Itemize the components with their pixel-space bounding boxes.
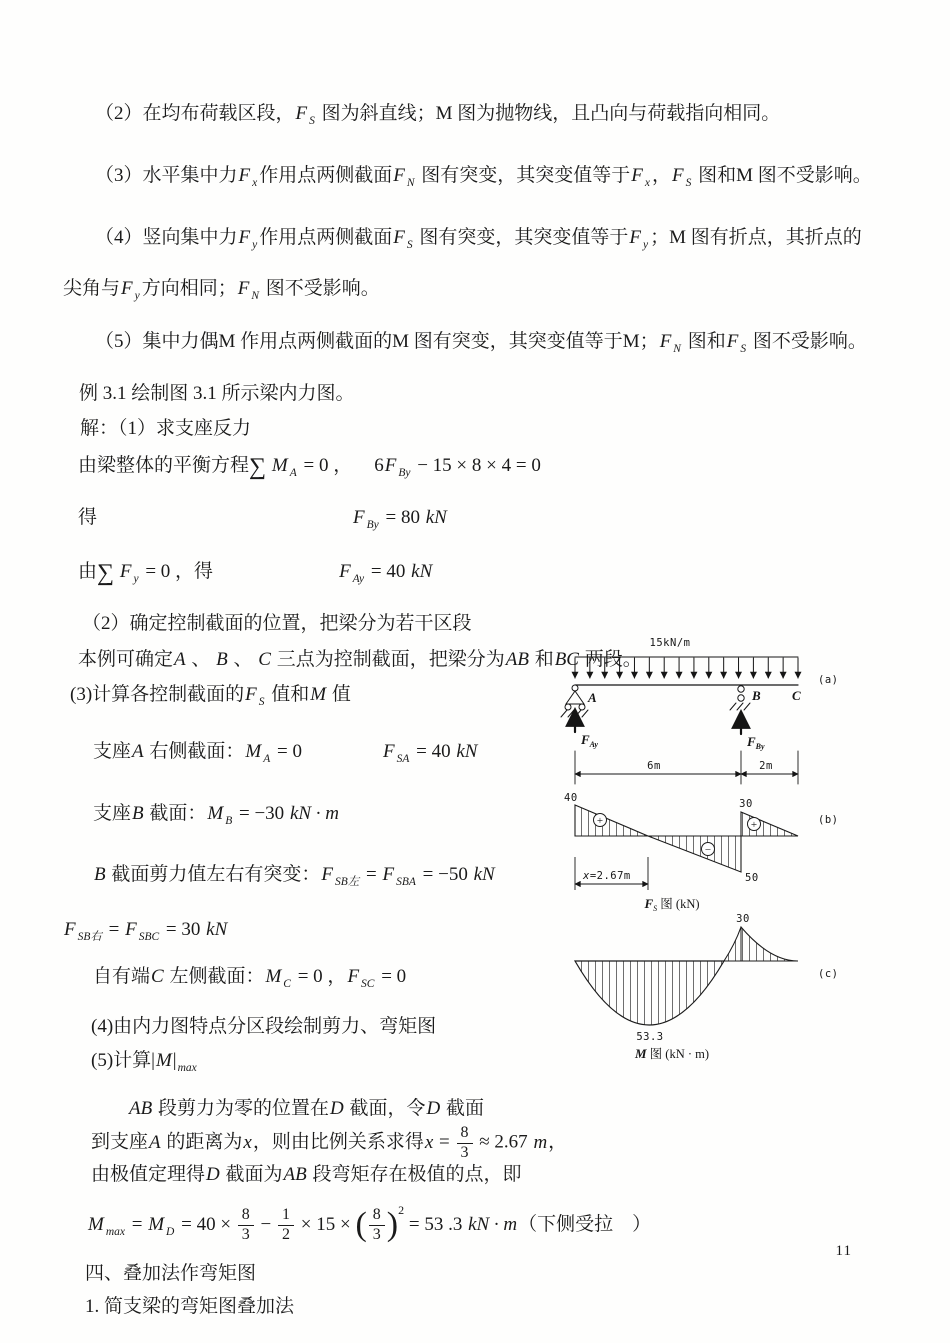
text-segment: 作用点两侧截面 <box>259 227 393 248</box>
para-d-section-1 <box>128 1096 920 1122</box>
text-segment: 值和 <box>266 684 310 705</box>
text-segment: （3）水平集中力 <box>95 165 238 186</box>
text-segment: 例 3.1 绘制图 3.1 所示梁内力图。 <box>79 383 355 404</box>
math-symbol: kN <box>425 507 447 528</box>
text-segment: = −30 <box>234 803 289 824</box>
math-symbol: AB <box>283 1163 307 1185</box>
para-solution-step1 <box>80 416 920 442</box>
text-segment: 值 <box>327 684 351 705</box>
text-segment: 四、叠加法作弯矩图 <box>85 1262 257 1284</box>
math-symbol: x <box>644 177 651 189</box>
para-result-fay <box>78 559 920 592</box>
math-symbol: F <box>631 165 643 186</box>
load-value-label: 15kN/m <box>649 637 691 649</box>
text-segment: ) <box>386 1205 399 1243</box>
beam-diagram <box>561 637 838 784</box>
node-a-label: A <box>588 690 597 705</box>
math-symbol: F <box>295 103 308 124</box>
distributed-load-arrows <box>575 658 798 678</box>
text-segment: = 80 <box>380 507 425 528</box>
math-symbol: F <box>245 684 257 705</box>
math-symbol: F <box>339 561 351 582</box>
text-segment: = <box>103 919 125 940</box>
dim-ab-label: 6m <box>647 760 661 772</box>
text-segment: 图不受影响。 <box>748 331 867 352</box>
math-symbol: S <box>740 343 747 355</box>
text-segment: 由梁整体的平衡方程 <box>78 455 250 476</box>
math-symbol: kN · m <box>468 1213 518 1235</box>
text-segment: 作用点两侧截面 <box>259 165 393 186</box>
panel-c-label: (c) <box>818 968 839 980</box>
text-segment: ；M 图有折点，其折点的 <box>650 227 862 248</box>
fraction: $\frac{8}{3}$ <box>236 1207 256 1244</box>
roller-support-b <box>730 686 750 710</box>
text-segment: = 30 <box>161 919 206 940</box>
math-symbol: y <box>252 239 258 251</box>
math-symbol: F <box>237 278 250 299</box>
text-segment: （2）在均布荷载区段， <box>95 103 295 124</box>
math-symbol: y <box>133 573 139 585</box>
math-symbol: N <box>251 290 260 302</box>
para-example-title <box>79 381 920 407</box>
math-symbol: N <box>673 343 681 355</box>
math-symbol: F <box>125 919 137 940</box>
text-segment: 右侧截面： <box>144 741 245 762</box>
math-symbol: kN · m <box>289 803 340 824</box>
math-symbol: M <box>148 1213 165 1235</box>
math-symbol: F <box>726 331 739 352</box>
text-segment: 由极值定理得 <box>91 1163 206 1185</box>
shear-negative <box>648 836 741 872</box>
text-segment: = 0 ， <box>292 966 347 987</box>
text-segment: 图有突变，其突变值等于 <box>416 165 631 186</box>
text-segment: − <box>255 1213 277 1235</box>
math-symbol: SB右 <box>77 931 102 943</box>
math-symbol: A <box>149 1131 161 1153</box>
math-symbol: F <box>121 278 133 299</box>
moment-hogging-region <box>724 927 798 961</box>
text-segment: 图为斜直线；M 图为抛物线，且凸向与荷载指向相同。 <box>316 103 781 124</box>
math-symbol: A <box>263 753 271 765</box>
math-symbol: F <box>393 227 405 248</box>
math-symbol: F <box>659 331 672 352</box>
math-symbol: AB <box>129 1098 153 1119</box>
math-symbol: F <box>393 165 405 186</box>
text-segment: ， <box>548 1131 568 1153</box>
math-symbol: ∑ <box>97 560 115 586</box>
text-segment: 截面： <box>144 803 207 824</box>
math-symbol: ∑ <box>249 454 267 480</box>
fraction: $\frac{8}{3}$ <box>455 1125 475 1162</box>
math-symbol: max <box>105 1225 125 1238</box>
sign-plus-right <box>748 818 761 832</box>
math-symbol: max <box>177 1062 197 1074</box>
text-segment: 方向相同； <box>141 278 237 299</box>
panel-a-label: (a) <box>818 674 839 686</box>
text-segment: ， <box>652 165 672 186</box>
math-symbol: A <box>174 649 186 670</box>
math-symbol: F <box>238 227 251 248</box>
para-d-section-2 <box>91 1125 920 1162</box>
text-segment: 和 <box>529 649 554 670</box>
para-heading-4 <box>85 1261 920 1287</box>
math-symbol: F <box>119 561 132 582</box>
math-symbol: kN <box>473 864 495 885</box>
math-symbol: M <box>155 1050 172 1071</box>
text-segment: = 0 <box>272 741 302 762</box>
reaction-b-label: $F_{By}$ <box>747 734 765 751</box>
math-symbol: B <box>216 649 228 670</box>
moment-caption: M 图 (kN · m) <box>634 1046 710 1061</box>
text-segment: 解：（1）求支座反力 <box>80 418 252 439</box>
math-symbol: M <box>88 1213 104 1235</box>
text-segment: 的距离为 <box>161 1131 243 1153</box>
text-segment: ≈ 2.67 <box>474 1131 533 1153</box>
math-symbol: C <box>151 966 164 987</box>
fraction: $\frac{1}{2}$ <box>276 1207 296 1244</box>
text-segment: 由 <box>78 561 98 582</box>
math-symbol: AB <box>505 649 529 670</box>
math-symbol: S <box>309 115 315 127</box>
text-segment: ( <box>355 1205 367 1243</box>
math-symbol: SA <box>396 753 410 765</box>
text-segment: 、 <box>186 649 216 670</box>
text-segment: = <box>361 864 382 885</box>
para-point-2 <box>95 101 920 134</box>
svg-text:+: + <box>596 815 604 827</box>
math-symbol: m <box>533 1131 548 1153</box>
math-symbol: Ay <box>352 573 365 585</box>
fraction: $\frac{8}{3}$ <box>367 1207 387 1244</box>
text-segment: × 15 × <box>296 1213 356 1235</box>
text-segment: (4)由内力图特点分区段绘制剪力、弯矩图 <box>91 1016 437 1037</box>
math-symbol: F <box>672 165 684 186</box>
shear-positive-left <box>575 805 648 836</box>
text-segment: | <box>151 1050 155 1071</box>
math-symbol: D <box>206 1163 220 1185</box>
text-segment: 支座 <box>93 741 132 762</box>
page-number: 11 <box>835 1243 852 1259</box>
text-segment: 截面剪力值左右有突变： <box>106 864 321 885</box>
math-symbol: F <box>347 966 360 987</box>
math-symbol: M <box>265 966 282 987</box>
text-segment: − 15 × 8 × 4 = 0 <box>412 455 541 476</box>
text-segment: (5)计算 <box>91 1050 152 1071</box>
shear-value-40: 40 <box>564 792 578 804</box>
math-symbol: M <box>271 455 288 476</box>
math-symbol: C <box>258 649 271 670</box>
moment-value-30: 30 <box>736 913 750 925</box>
text-segment: 截面，令 <box>344 1098 426 1119</box>
math-symbol: M <box>310 684 327 705</box>
para-point-5 <box>95 329 920 362</box>
math-symbol: kN <box>411 561 433 582</box>
math-symbol: F <box>382 864 395 885</box>
math-symbol: By <box>398 467 411 479</box>
svg-text:+: + <box>750 819 758 831</box>
math-symbol: A <box>289 467 297 479</box>
sign-minus <box>702 843 715 857</box>
text-segment: 尖角与 <box>63 278 121 299</box>
text-segment: = 40 <box>411 741 456 762</box>
text-segment: 截面 <box>441 1098 484 1119</box>
svg-text:−: − <box>704 844 712 856</box>
text-segment: 图不受影响。 <box>261 278 380 299</box>
text-segment: 截面为 <box>220 1163 283 1185</box>
math-symbol: M <box>207 803 224 824</box>
text-segment: 1. 简支梁的弯矩图叠加法 <box>85 1295 295 1317</box>
text-segment: = <box>434 1131 455 1153</box>
text-segment: 得 <box>78 507 98 528</box>
math-symbol: D <box>426 1098 441 1119</box>
math-symbol: C <box>283 978 291 990</box>
para-d-section-3 <box>91 1162 920 1188</box>
math-symbol: BC <box>554 649 579 670</box>
text-segment: 两段。 <box>579 649 642 670</box>
dim-bc-label: 2m <box>759 760 773 772</box>
math-symbol: SB左 <box>334 876 360 888</box>
text-segment: ，则由比例关系求得 <box>252 1131 424 1153</box>
reaction-a-label: $F_{Ay}$ <box>581 732 598 749</box>
text-segment: （4）竖向集中力 <box>95 227 238 248</box>
math-symbol: S <box>685 177 692 189</box>
math-symbol: A <box>132 741 144 762</box>
math-symbol: F <box>382 741 395 762</box>
math-symbol: x <box>252 177 258 189</box>
figure-3-1 <box>550 627 860 1077</box>
text-segment: 本例可确定 <box>78 649 174 670</box>
moment-sagging-region <box>575 961 724 1025</box>
math-symbol: F <box>629 227 641 248</box>
para-point-4b <box>63 276 920 309</box>
shear-value-50: 50 <box>745 872 759 884</box>
math-symbol: S <box>258 696 265 708</box>
text-segment: 支座 <box>93 803 132 824</box>
math-symbol: By <box>366 519 379 531</box>
para-result-fby <box>78 505 920 538</box>
text-segment: 段弯矩存在极值的点，即 <box>307 1163 522 1185</box>
node-b-label: B <box>752 688 761 703</box>
text-segment: 6 <box>374 455 384 476</box>
math-symbol: B <box>94 864 106 885</box>
shear-zero-dim-label: x=2.67m <box>583 870 631 882</box>
math-symbol: F <box>321 864 333 885</box>
para-heading-4-1 <box>85 1294 920 1320</box>
text-segment: 左侧截面： <box>164 966 265 987</box>
math-symbol: B <box>225 815 233 827</box>
para-point-3 <box>95 163 920 196</box>
math-symbol: F <box>238 165 251 186</box>
math-symbol: D <box>329 1098 344 1119</box>
math-symbol: kN <box>456 741 478 762</box>
math-symbol: D <box>166 1225 175 1238</box>
text-segment: = 0 <box>376 966 407 987</box>
text-segment: 三点为控制截面，把梁分为 <box>271 649 505 670</box>
math-symbol: B <box>132 803 144 824</box>
math-symbol: F <box>64 919 76 940</box>
text-segment: 、 <box>228 649 258 670</box>
text-segment: 图和M 图不受影响。 <box>693 165 872 186</box>
math-symbol: SC <box>361 978 375 990</box>
text-segment: 图有突变，其突变值等于 <box>414 227 629 248</box>
math-symbol: x <box>243 1131 252 1153</box>
text-segment: 图和 <box>682 331 726 352</box>
text-segment: （2）确定控制截面的位置，把梁分为若干区段 <box>82 613 472 634</box>
text-segment: 段剪力为零的位置在 <box>153 1098 329 1119</box>
node-c-label: C <box>792 688 801 703</box>
text-segment: (3)计算各控制截面的 <box>70 684 245 705</box>
math-symbol: y <box>134 290 140 302</box>
text-segment: = 40 × <box>176 1213 236 1235</box>
text-segment: = 0 ，得 <box>140 561 214 582</box>
math-symbol: SBA <box>396 876 416 888</box>
text-segment: （5）集中力偶M 作用点两侧截面的M 图有突变，其突变值等于M； <box>95 331 659 352</box>
text-segment: = 40 <box>366 561 411 582</box>
math-symbol: y <box>642 239 649 251</box>
moment-diagram <box>575 913 838 1061</box>
math-symbol: N <box>406 177 415 189</box>
math-symbol: S <box>406 239 413 251</box>
text-segment: = −50 <box>417 864 473 885</box>
para-equilibrium <box>78 453 920 486</box>
text-segment: = <box>127 1213 148 1235</box>
math-symbol: kN <box>206 919 228 940</box>
panel-b-label: (b) <box>818 814 839 826</box>
text-segment: （下侧受拉 ） <box>518 1213 652 1235</box>
shear-value-30: 30 <box>739 798 753 810</box>
moment-value-533: 53.3 <box>636 1031 664 1043</box>
math-symbol: SBC <box>138 931 160 943</box>
text-segment: 自有端 <box>93 966 151 987</box>
math-symbol: x <box>424 1131 434 1153</box>
sign-plus-left <box>594 814 607 828</box>
text-segment: = 0 ， <box>298 455 353 476</box>
shear-diagram <box>564 792 838 913</box>
math-symbol: 2 <box>398 1202 405 1217</box>
para-point-4 <box>95 225 920 258</box>
text-segment: = 53 .3 <box>404 1213 468 1235</box>
math-symbol: M <box>245 741 262 762</box>
text-segment: 到支座 <box>91 1131 149 1153</box>
math-symbol: F <box>353 507 365 528</box>
math-symbol: F <box>384 455 397 476</box>
text-segment: | <box>172 1050 177 1071</box>
para-mmax-formula <box>87 1197 920 1245</box>
shear-caption: FS 图 (kN) <box>644 896 700 913</box>
